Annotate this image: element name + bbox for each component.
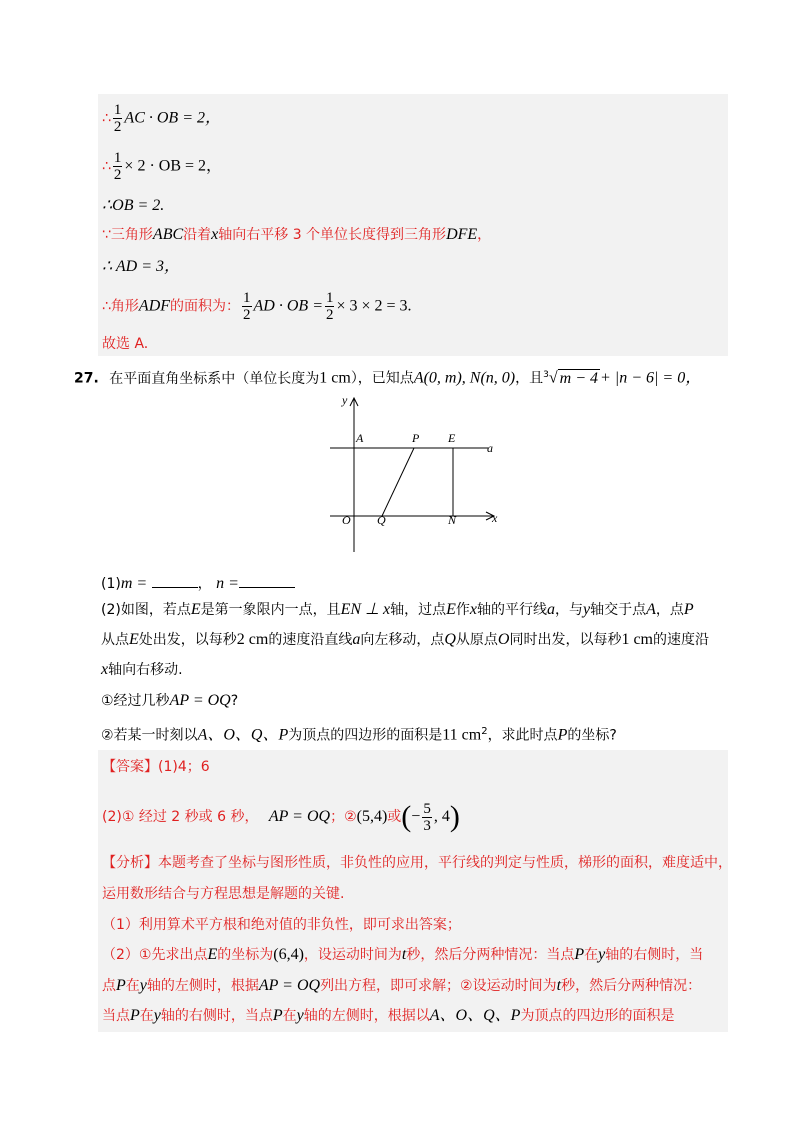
fraction-half: $\frac{1}{2}$ [113, 150, 122, 183]
analysis-line-1: 【分析】本题考查了坐标与图形性质，非负性的应用，平行线的判定与性质，梯形的面积，难度适中， [102, 855, 732, 871]
label-Q: Q [377, 513, 386, 527]
question-number: 27. [74, 370, 99, 387]
solution-line-6: ∴角形ADF的面积为： $\frac{1}{2}$ AD · OB = $\frac{1}{2}$ × 3 × 2 = 3. [102, 290, 412, 323]
solution-line-4: ∵三角形ABC沿着x轴向右平移 3 个单位长度得到三角形DFE， [102, 226, 492, 243]
solution-line-3: ∴OB = 2. [102, 197, 165, 214]
solution-line-7: 故选 A. [102, 336, 149, 352]
answer-line-1: 【答案】(1)4；6 [102, 759, 210, 775]
solution-line-5: ∴ AD = 3， [102, 258, 181, 275]
fraction-half: $\frac{1}{2}$ [113, 102, 122, 135]
segment-PQ [382, 448, 414, 516]
sub-question-1: ①经过几秒AP = OQ? [101, 692, 239, 709]
blank-n[interactable] [239, 587, 295, 588]
part-2-line-1: (2)如图，若点E是第一象限内一点，且EN ⊥ x轴，过点E作x轴的平行线a，与y轴交于点A，点P [101, 601, 694, 618]
label-N: N [448, 513, 457, 527]
part-2-line-3: x轴向右移动. [101, 661, 183, 678]
analysis-line-5: 点P在y轴的左侧时，根据AP = OQ列出方程，即可求解；②设运动时间为t秒，然后分两种情况： [102, 977, 702, 994]
analysis-tag: 【分析】 [102, 855, 158, 871]
sub-question-2: ②若某一时刻以A、O、Q、P为顶点的四边形的面积是11 $cm^2$，求此时点P的坐标? [101, 726, 617, 744]
analysis-line-4: （2）①先求出点E的坐标为(6,4)，设运动时间为t秒，然后分两种情况：当点P在y轴的右侧时，当 [102, 946, 704, 963]
answer-line-2: (2)① 经过 2 秒或 6 秒， AP = OQ；②(5,4)或(− $\frac{5}{3}$ , 4) [102, 800, 460, 834]
analysis-line-6: 当点P在y轴的右侧时，当点P在y轴的左侧时，根据以A、O、Q、P为顶点的四边形的面积是 [102, 1007, 675, 1024]
solution-line-2: ∴ $\frac{1}{2}$ × 2 · OB = 2， [102, 150, 223, 183]
label-P: P [412, 431, 420, 445]
question-stem: 27. 在平面直角坐标系中（单位长度为1 cm），已知点A(0, m), N(n, 0)，且$^3$√ m − 4 + |n − 6| = 0， [74, 369, 702, 387]
coordinate-figure [320, 392, 520, 562]
label-O: O [342, 513, 351, 527]
answer-tag: 【答案】 [102, 759, 158, 775]
part-2-line-2: 从点E处出发，以每秒2 cm的速度沿直线a向左移动，点Q从原点O同时出发，以每秒1 cm的速度沿 [101, 631, 709, 648]
analysis-line-3: （1）利用算术平方根和绝对值的非负性，即可求出答案； [102, 917, 461, 933]
analysis-line-2: 运用数形结合与方程思想是解题的关键. [102, 886, 345, 902]
label-a: a [487, 441, 493, 455]
part-1: (1)m = ， n = [101, 574, 295, 594]
solution-line-1: ∴ $\frac{1}{2}$ AC · OB = 2， [102, 102, 221, 135]
label-A: A [356, 431, 364, 445]
label-x: x [492, 511, 498, 525]
blank-m[interactable] [152, 587, 198, 588]
label-E: E [448, 431, 456, 445]
label-y: y [342, 393, 348, 407]
